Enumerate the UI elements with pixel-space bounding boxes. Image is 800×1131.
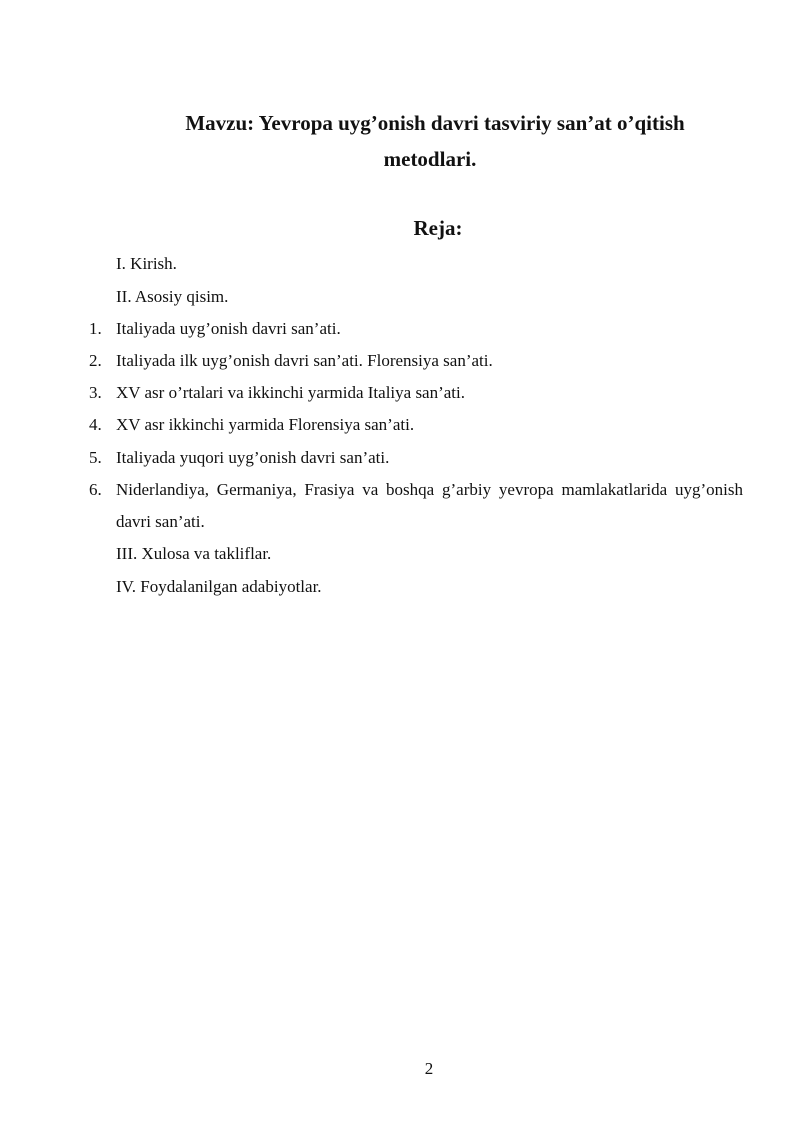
section-conclusion: III. Xulosa va takliflar. [116, 544, 272, 563]
section-main: II. Asosiy qisim. [116, 287, 229, 306]
title-line-1: Mavzu: Yevropa uyg’onish davri tasviriy san’at o’qitish [185, 111, 685, 135]
document-title [120, 105, 740, 177]
list-item-number: 1. [89, 319, 102, 338]
list-item-text: XV asr o’rtalari va ikkinchi yarmida Italiya san’ati. [116, 383, 466, 402]
list-item-text: Niderlandiya, Germaniya, Frasiya va boshqa g’arbiy yevropa mamlakatlarida uyg’onish davri san’ati. [116, 480, 743, 531]
list-item [89, 474, 743, 538]
title-line-2: metodlari. [383, 147, 477, 171]
list-item-number: 4. [89, 415, 102, 434]
plan-heading: Reja: [413, 216, 463, 240]
list-item [89, 313, 743, 345]
list-item [89, 409, 743, 441]
list-item-number: 3. [89, 383, 102, 402]
list-item [89, 377, 743, 409]
list-item-text: Italiyada uyg’onish davri san’ati. [116, 319, 341, 338]
list-item-text: Italiyada yuqori uyg’onish davri san’ati. [116, 448, 390, 467]
section-intro: I. Kirish. [116, 254, 177, 273]
page-number: 2 [424, 1059, 434, 1078]
section-references: IV. Foydalanilgan adabiyotlar. [116, 577, 322, 596]
list-item-text: XV asr ikkinchi yarmida Florensiya san’ati. [116, 415, 415, 434]
list-item-text: Italiyada ilk uyg’onish davri san’ati. Florensiya san’ati. [116, 351, 493, 370]
list-item-number: 6. [89, 480, 102, 499]
list-item-number: 5. [89, 448, 102, 467]
list-item-number: 2. [89, 351, 102, 370]
list-item [89, 345, 743, 377]
list-item [89, 442, 743, 474]
